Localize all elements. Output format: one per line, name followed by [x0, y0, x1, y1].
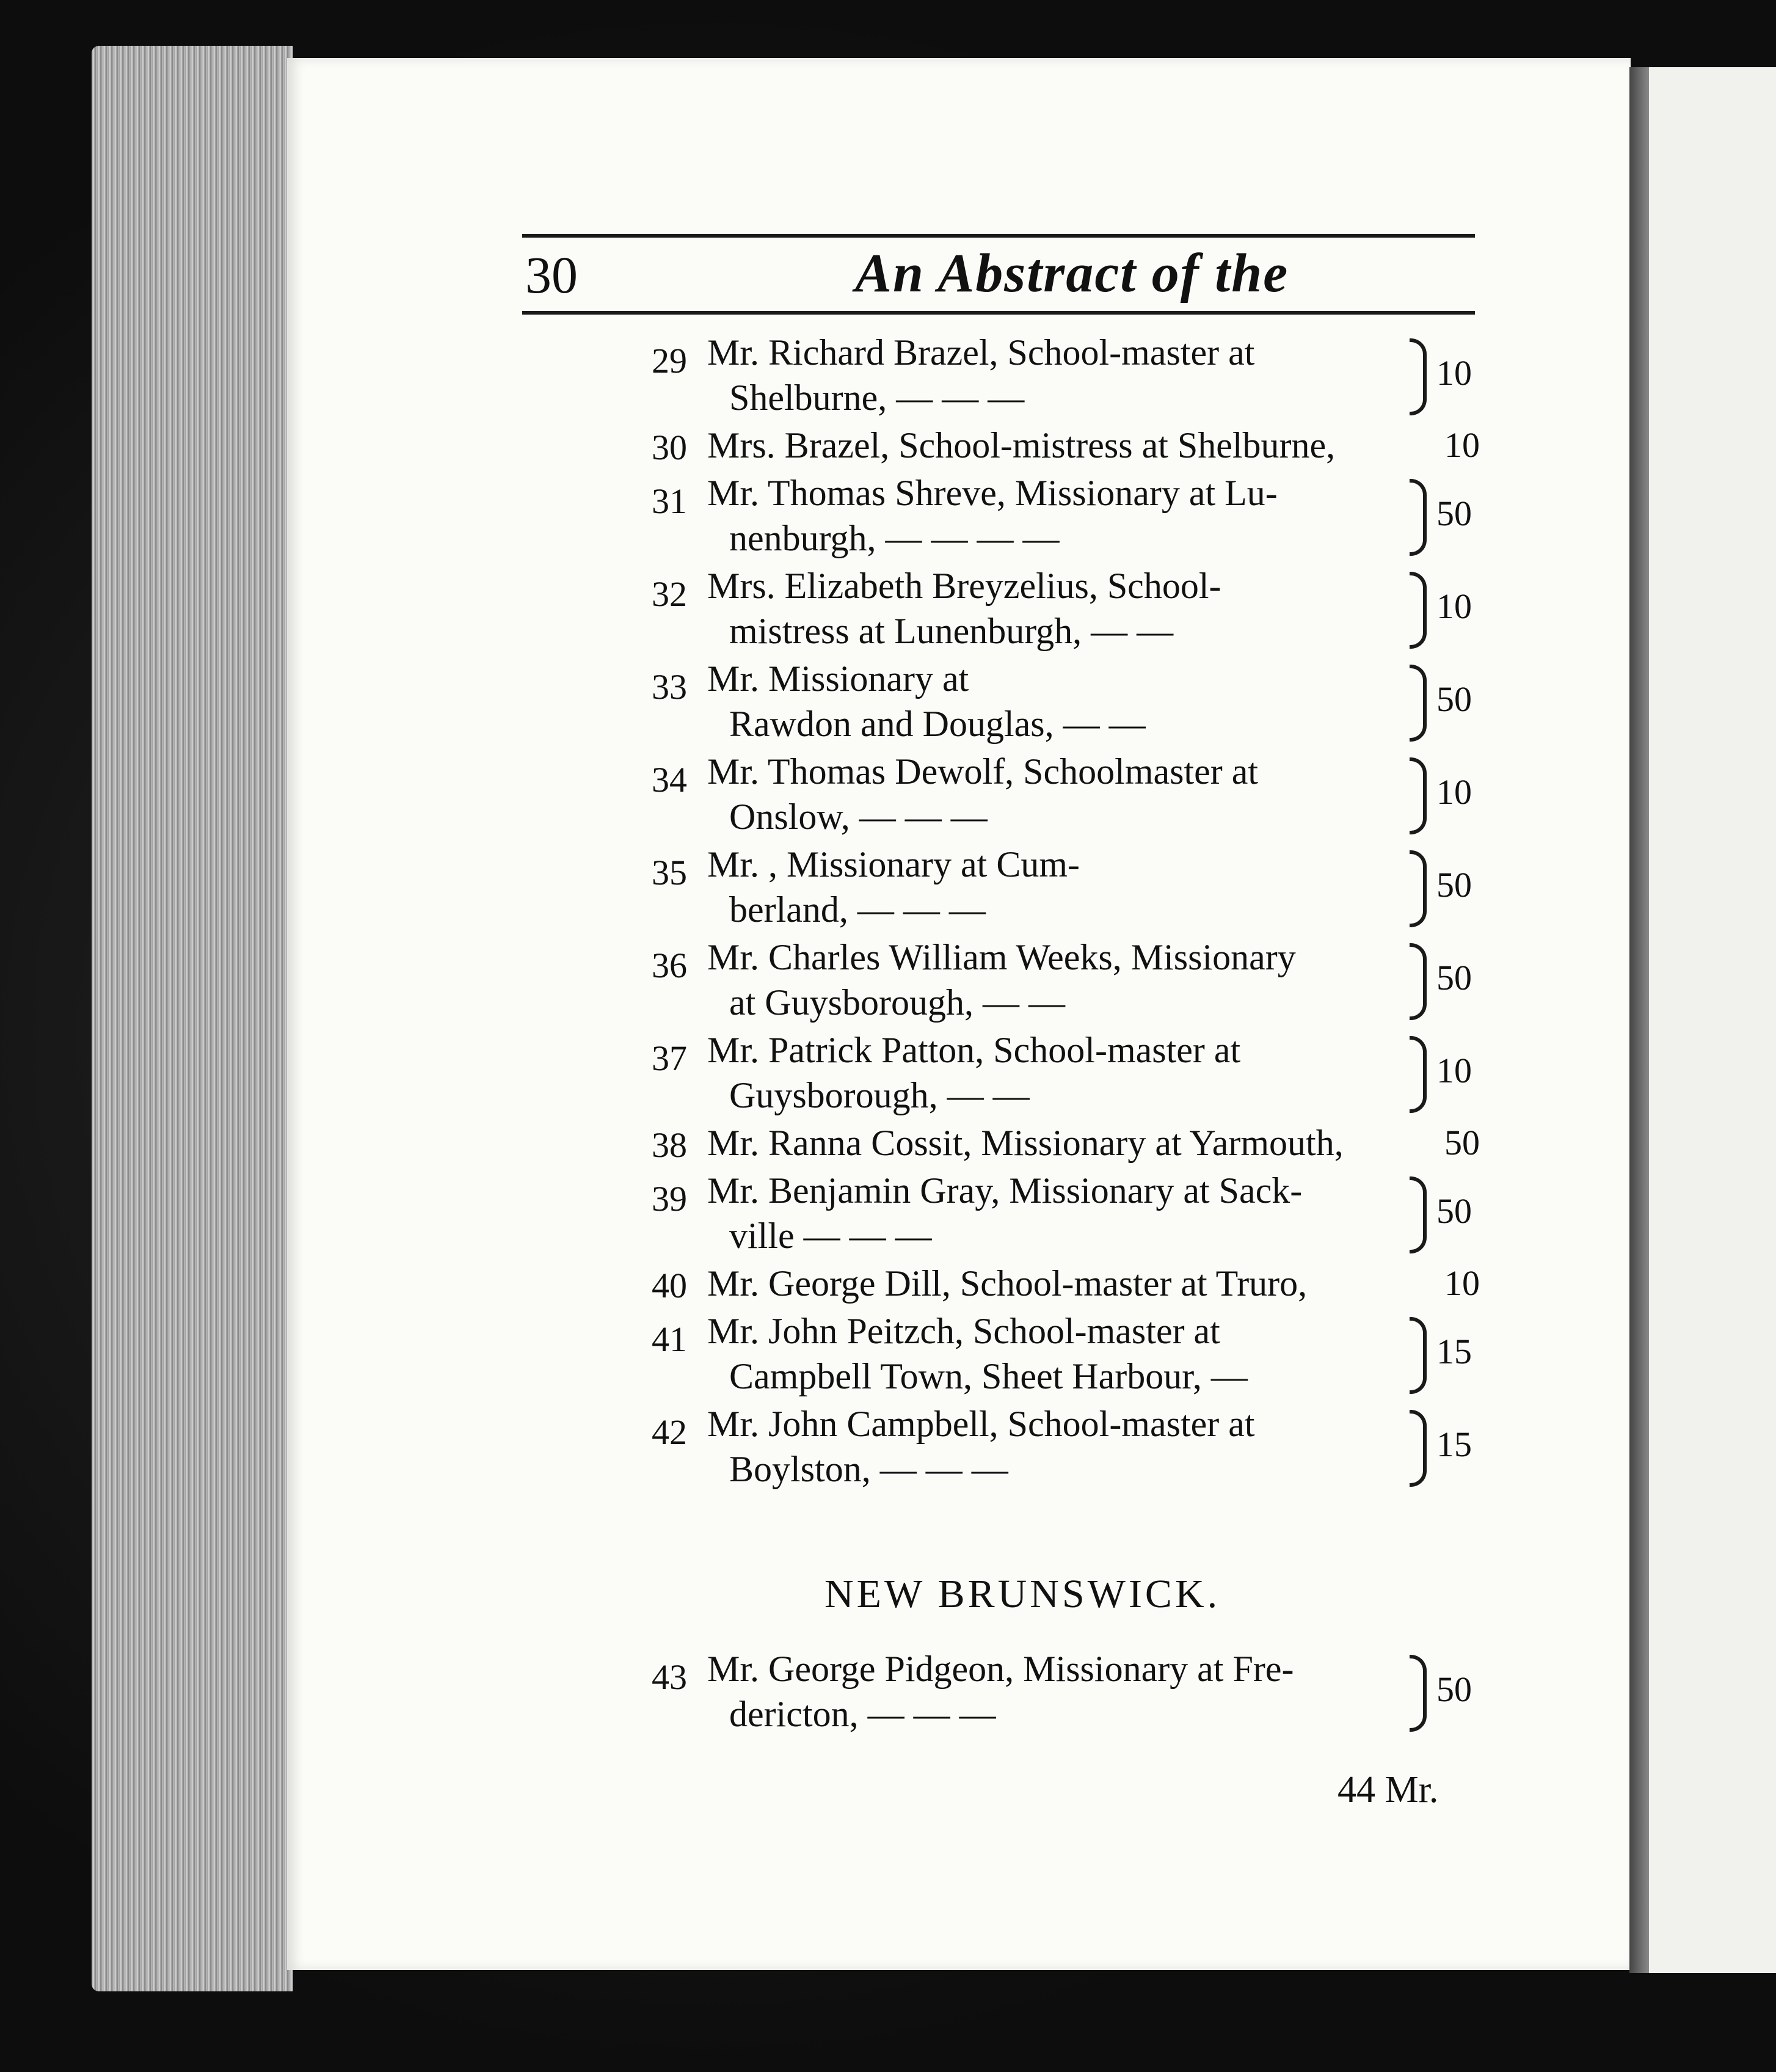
entry-amount: 15 — [1436, 1332, 1472, 1371]
entry-row — [629, 749, 1484, 839]
entry-text — [707, 1168, 1361, 1258]
entry-line: Mr. Ranna Cossit, Missionary at Yarmouth, — [707, 1123, 1344, 1163]
entry-row — [629, 1308, 1484, 1399]
catchword: 44 Mr. — [1337, 1769, 1439, 1811]
entry-line: Onslow, — — — — [729, 797, 988, 837]
entry-row — [629, 1646, 1484, 1737]
entry-number: 42 — [652, 1412, 687, 1452]
entry-line: at Guysborough, — — — [729, 982, 1065, 1023]
entry-text — [707, 1261, 1361, 1306]
entry-amount: 10 — [1436, 1051, 1472, 1090]
brace-mark — [1410, 850, 1427, 927]
section-heading: NEW BRUNSWICK. — [824, 1572, 1221, 1616]
entry-text — [707, 656, 1361, 746]
running-title: An Abstract of the — [855, 243, 1289, 304]
entry-line: Mr. Benjamin Gray, Missionary at Sack- — [707, 1170, 1303, 1211]
entry-row — [629, 935, 1484, 1025]
entry-text — [707, 1120, 1361, 1166]
entry-line: Boylston, — — — — [729, 1449, 1008, 1489]
entry-text — [707, 1646, 1361, 1737]
header-rule-top — [522, 234, 1475, 238]
entry-amount: 15 — [1436, 1424, 1472, 1464]
brace-mark — [1410, 757, 1427, 834]
entry-row — [629, 842, 1484, 932]
entry-list — [629, 330, 1484, 1494]
page-number: 30 — [525, 246, 578, 304]
entry-number: 35 — [652, 853, 687, 892]
header-rule-bottom — [522, 311, 1475, 315]
entry-text — [707, 935, 1361, 1025]
entry-line: Campbell Town, Sheet Harbour, — — [729, 1356, 1248, 1396]
brace-mark — [1410, 479, 1427, 556]
entry-text — [707, 842, 1361, 932]
brace-mark — [1410, 1176, 1427, 1253]
entry-amount: 50 — [1436, 865, 1472, 905]
entry-line: Mr. George Pidgeon, Missionary at Fre- — [707, 1649, 1294, 1689]
entry-text — [707, 423, 1361, 468]
entry-line: mistress at Lunenburgh, — — — [729, 611, 1174, 651]
entry-line: Mr. Charles William Weeks, Missionary — [707, 937, 1296, 977]
entry-row — [629, 1120, 1484, 1166]
entry-row — [629, 1401, 1484, 1492]
brace-mark — [1410, 1036, 1427, 1113]
brace-mark — [1410, 943, 1427, 1020]
entry-text — [707, 470, 1361, 561]
entry-line: Mr. , Missionary at Cum- — [707, 844, 1080, 885]
entry-amount: 10 — [1444, 425, 1480, 465]
entry-line: Shelburne, — — — — [729, 378, 1025, 418]
entry-line: Guysborough, — — — [729, 1075, 1030, 1115]
entry-amount: 50 — [1444, 1123, 1480, 1162]
entry-row — [629, 656, 1484, 746]
entry-line: Mrs. Elizabeth Breyzelius, School- — [707, 566, 1221, 606]
entry-number: 36 — [652, 946, 687, 985]
section-entry-list — [629, 1646, 1484, 1739]
entry-text — [707, 330, 1361, 420]
entry-number: 41 — [652, 1319, 687, 1359]
entry-amount: 50 — [1436, 958, 1472, 998]
entry-line: Mrs. Brazel, School-mistress at Shelburne, — [707, 425, 1336, 465]
entry-text — [707, 749, 1361, 839]
brace-mark — [1410, 1410, 1427, 1487]
entry-amount: 10 — [1444, 1263, 1480, 1303]
brace-mark — [1410, 665, 1427, 742]
entry-number: 31 — [652, 481, 687, 521]
entry-text — [707, 563, 1361, 654]
entry-row — [629, 470, 1484, 561]
entry-number: 32 — [652, 574, 687, 614]
entry-line: Rawdon and Douglas, — — — [729, 704, 1146, 744]
entry-number: 29 — [652, 341, 687, 381]
entry-number: 30 — [652, 428, 687, 467]
entry-row — [629, 1168, 1484, 1258]
entry-row — [629, 1261, 1484, 1306]
entry-line: Mr. Patrick Patton, School-master at — [707, 1030, 1241, 1070]
entry-text — [707, 1027, 1361, 1118]
entry-text — [707, 1308, 1361, 1399]
entry-row — [629, 563, 1484, 654]
entry-line: Mr. Thomas Dewolf, Schoolmaster at — [707, 751, 1259, 792]
entry-number: 37 — [652, 1038, 687, 1078]
entry-line: ville — — — — [729, 1216, 932, 1256]
entry-line: Mr. Richard Brazel, School-master at — [707, 332, 1255, 373]
entry-amount: 50 — [1436, 1669, 1472, 1709]
entry-row — [629, 423, 1484, 468]
entry-number: 43 — [652, 1657, 687, 1697]
book-gutter — [1629, 67, 1649, 1973]
entry-number: 33 — [652, 667, 687, 707]
entry-row — [629, 330, 1484, 420]
entry-amount: 10 — [1436, 772, 1472, 812]
entry-number: 38 — [652, 1125, 687, 1165]
entry-number: 34 — [652, 760, 687, 800]
entry-amount: 10 — [1436, 586, 1472, 626]
entry-amount: 50 — [1436, 679, 1472, 719]
brace-mark — [1410, 572, 1427, 649]
entry-number: 40 — [652, 1266, 687, 1305]
entry-line: Mr. Thomas Shreve, Missionary at Lu- — [707, 473, 1278, 513]
entry-amount: 50 — [1436, 494, 1472, 533]
brace-mark — [1410, 338, 1427, 415]
entry-row — [629, 1027, 1484, 1118]
facing-page-edge — [1649, 67, 1776, 1973]
entry-line: dericton, — — — — [729, 1694, 996, 1734]
entry-amount: 10 — [1436, 353, 1472, 393]
brace-mark — [1410, 1317, 1427, 1394]
book-page-edges — [92, 46, 293, 1991]
entry-line: Mr. John Campbell, School-master at — [707, 1404, 1255, 1444]
brace-mark — [1410, 1655, 1427, 1732]
entry-number: 39 — [652, 1179, 687, 1219]
entry-line: Mr. John Peitzch, School-master at — [707, 1311, 1220, 1351]
entry-line: Mr. George Dill, School-master at Truro, — [707, 1263, 1308, 1304]
entry-amount: 50 — [1436, 1191, 1472, 1231]
entry-line: Mr. Missionary at — [707, 658, 969, 699]
entry-line: nenburgh, — — — — — [729, 518, 1060, 558]
entry-text — [707, 1401, 1361, 1492]
entry-line: berland, — — — — [729, 889, 986, 930]
